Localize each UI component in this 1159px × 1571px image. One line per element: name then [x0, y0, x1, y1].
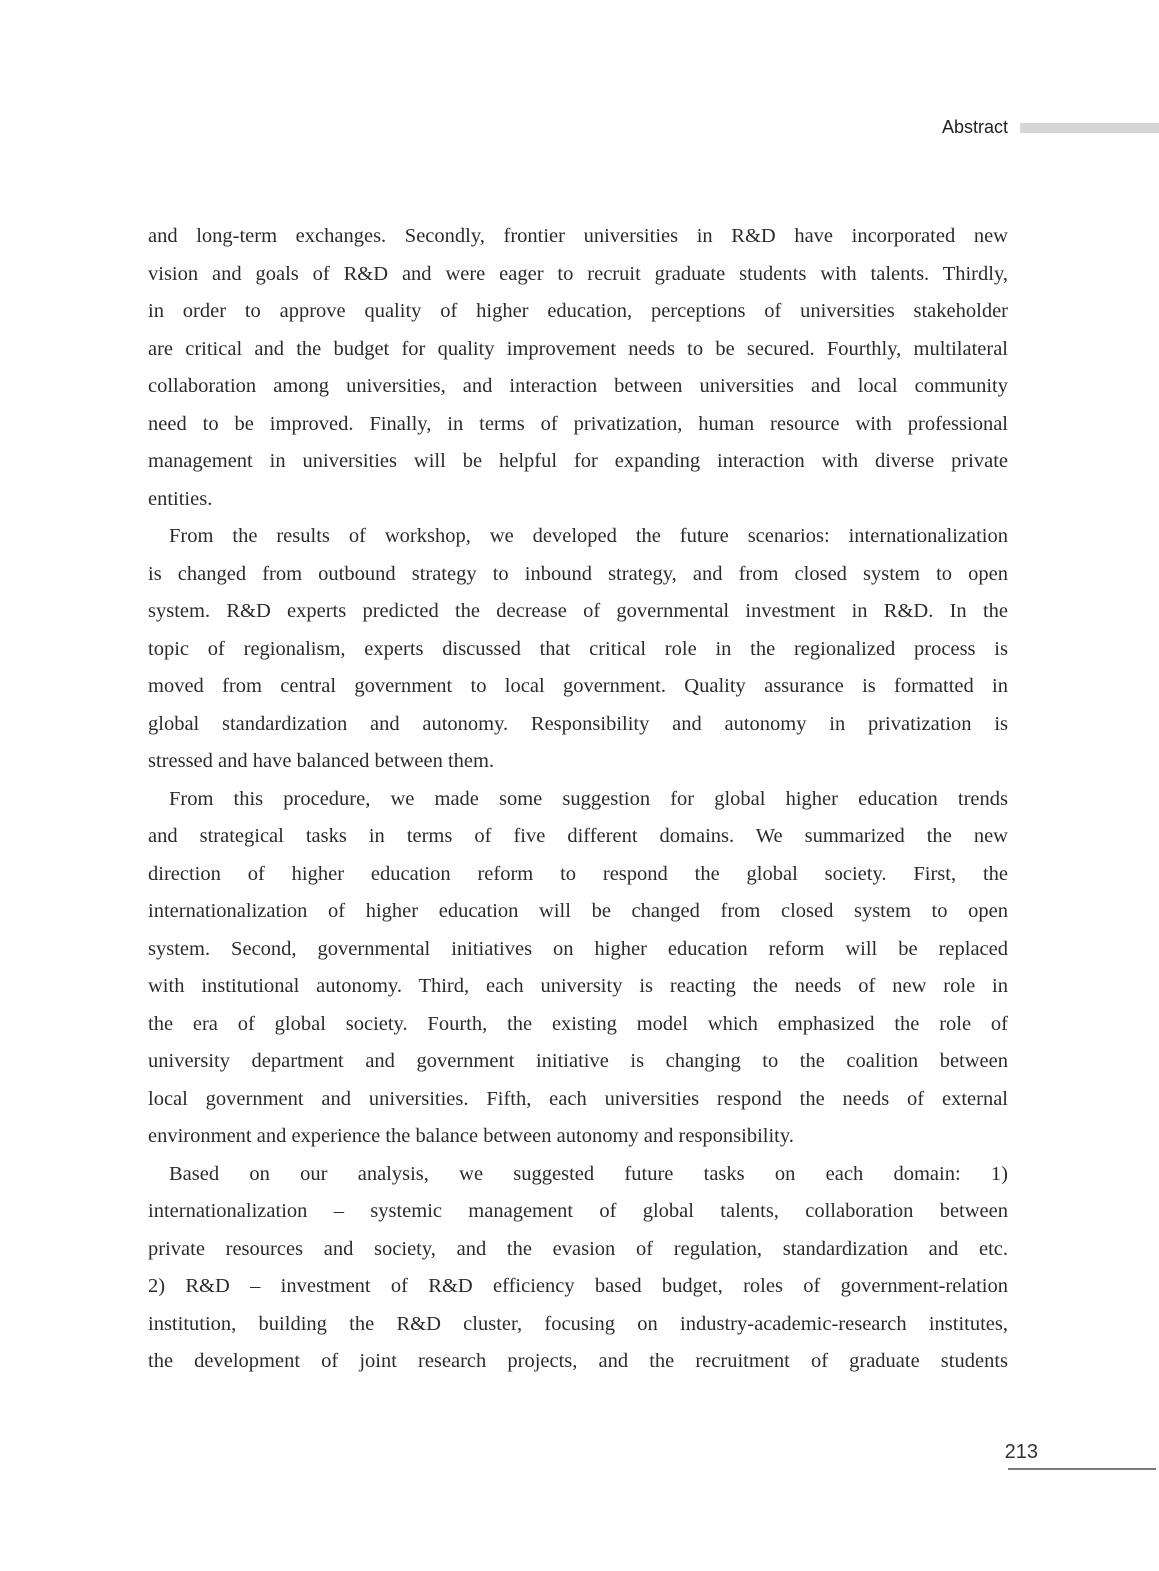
text-line: stressed and have balanced between them. — [148, 750, 495, 772]
text-line: institution, building the R&D cluster, focusing on industry-academic-research institutes, — [148, 1312, 1008, 1335]
text-line: direction of higher education reform to respond the global society. First, the — [148, 862, 1008, 885]
text-line: and strategical tasks in terms of five different domains. We summarized the new — [148, 825, 1008, 847]
paragraph-4 — [148, 1160, 1008, 1385]
text-line: the era of global society. Fourth, the existing model which emphasized the role of — [148, 1012, 1008, 1035]
section-title: Abstract — [941, 117, 1008, 137]
text-line: From the results of workshop, we developed the future scenarios: internationalization — [169, 525, 1008, 547]
text-line: with institutional autonomy. Third, each university is reacting the needs of new role in — [148, 975, 1008, 997]
text-line: system. Second, governmental initiatives on higher education reform will be replaced — [148, 937, 1008, 960]
text-line: environment and experience the balance between autonomy and responsibility. — [148, 1125, 794, 1147]
text-line: From this procedure, we made some suggestion for global higher education trends — [169, 787, 1008, 810]
abstract-body — [148, 222, 1008, 1385]
text-line: system. R&D experts predicted the decrease of governmental investment in R&D. In the — [148, 600, 1008, 622]
text-line: private resources and society, and the evasion of regulation, standardization and etc. — [148, 1237, 1008, 1260]
text-line: 2) R&D – investment of R&D efficiency based budget, roles of government-relation — [148, 1275, 1008, 1297]
text-line: global standardization and autonomy. Responsibility and autonomy in privatization is — [148, 712, 1008, 735]
text-line: the development of joint research projects, and the recruitment of graduate students — [148, 1350, 1008, 1372]
text-line: management in universities will be helpful for expanding interaction with diverse private — [148, 450, 1008, 472]
text-line: are critical and the budget for quality improvement needs to be secured. Fourthly, multilateral — [148, 337, 1008, 360]
text-line: university department and government initiative is changing to the coalition between — [148, 1050, 1008, 1072]
text-line: entities. — [148, 487, 213, 510]
header-decorative-bar — [1020, 123, 1159, 133]
text-line: moved from central government to local government. Quality assurance is formatted in — [148, 675, 1008, 697]
text-line: collaboration among universities, and interaction between universities and local community — [148, 375, 1008, 397]
paragraph-3 — [148, 785, 1008, 1160]
text-line: in order to approve quality of higher education, perceptions of universities stakeholder — [148, 300, 1008, 322]
text-line: is changed from outbound strategy to inbound strategy, and from closed system to open — [148, 562, 1008, 585]
running-header — [0, 116, 1159, 140]
text-line: Based on our analysis, we suggested future tasks on each domain: 1) — [169, 1162, 1008, 1185]
paragraph-1 — [148, 222, 1008, 522]
text-line: internationalization – systemic management of global talents, collaboration between — [148, 1200, 1008, 1222]
text-line: vision and goals of R&D and were eager to recruit graduate students with talents. Thirdly, — [148, 262, 1008, 285]
page-number: 213 — [1004, 1441, 1038, 1463]
footer-rule — [1008, 1468, 1156, 1470]
text-line: need to be improved. Finally, in terms of privatization, human resource with professional — [148, 412, 1008, 435]
text-line: internationalization of higher education will be changed from closed system to open — [148, 900, 1008, 922]
text-line: topic of regionalism, experts discussed that critical role in the regionalized process is — [148, 637, 1008, 660]
text-line: and long-term exchanges. Secondly, frontier universities in R&D have incorporated new — [148, 225, 1008, 247]
paragraph-2 — [148, 522, 1008, 785]
text-line: local government and universities. Fifth, each universities respond the needs of external — [148, 1087, 1008, 1110]
